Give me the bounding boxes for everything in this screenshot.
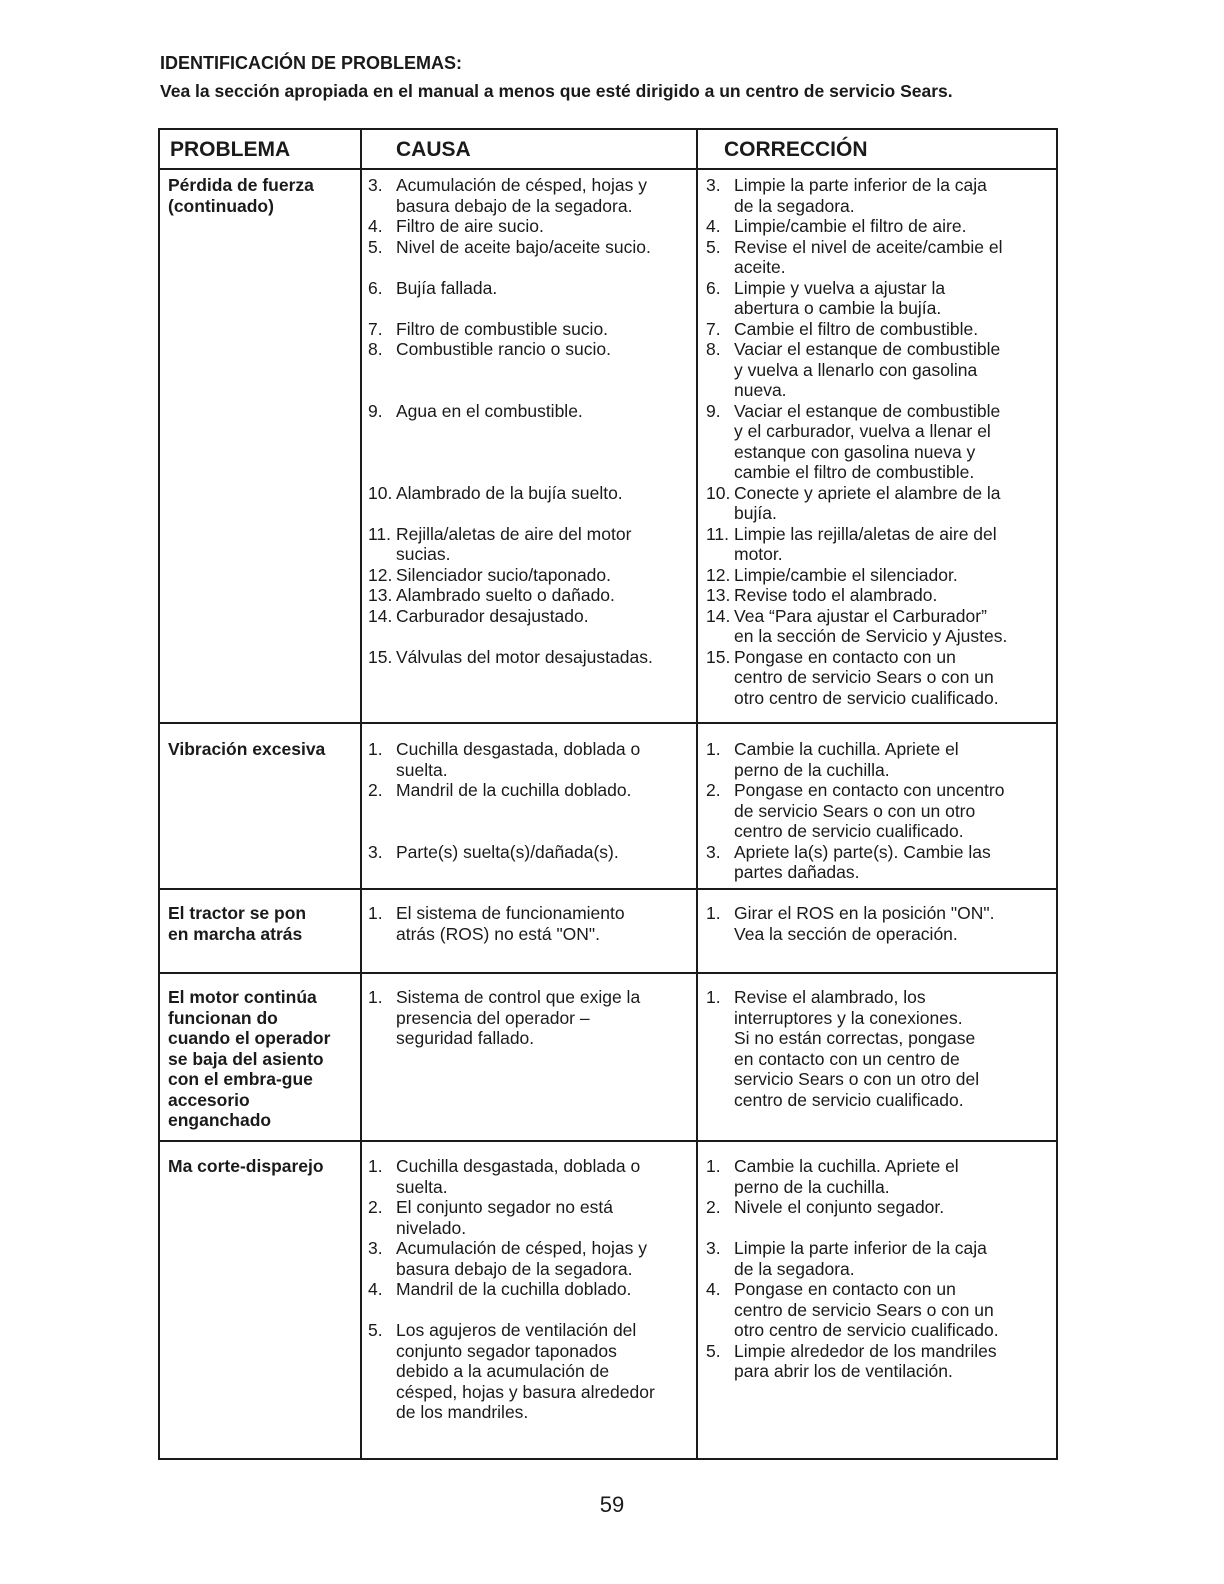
corrections-item-line: Revise el nivel de aceite/cambie el [734,236,1003,257]
corrections-item-line: Limpie la parte inferior de la caja [734,175,987,195]
corrections-item-number: 5. [706,1340,721,1361]
corrections-item-line: centro de servicio cualificado. [734,821,964,841]
corrections-item-number: 12. [706,564,731,585]
corrections-item-line: Nivele el conjunto segador. [734,1197,945,1217]
corrections-item-line: para abrir los de ventilación. [734,1361,953,1381]
causes-item-number: 14. [368,605,393,626]
causes-item-line: El conjunto segador no está [396,1197,613,1217]
corrections-item-line: Limpie/cambie el filtro de aire. [734,216,967,236]
causes-item-line: Cuchilla desgastada, doblada o [396,739,641,759]
corrections-item-line: Cambie la cuchilla. Apriete el [734,1156,959,1176]
problem-label-line: Ma corte-disparejo [168,1156,324,1176]
corrections-item-line: Apriete la(s) parte(s). Cambie las [734,841,991,862]
causes-item-line: Mandril de la cuchilla doblado. [396,1279,632,1299]
corrections-item-line: Cambie el filtro de combustible. [734,318,979,339]
causes-item-line: Agua en el combustible. [396,400,583,421]
causes-item-number: 1. [368,1156,383,1176]
corrections-item-line: estanque con gasolina nueva y [734,441,976,462]
corrections-item-line: abertura o cambie la bujía. [734,298,942,318]
corrections-item-line: servicio Sears o con un otro del [734,1069,980,1089]
corrections-item [706,647,1056,709]
troubleshooting-table [158,128,1058,1460]
causes-item [368,739,694,780]
corrections-item [706,903,1056,944]
corrections-item [706,1238,1056,1279]
causes-item [368,216,694,237]
corrections-item-line: Revise el alambrado, los [734,987,926,1007]
causes-item-number: 7. [368,318,383,339]
causes-item [368,319,694,340]
causes-item [368,483,694,504]
causes-item-number: 3. [368,841,383,862]
problem-label [168,1156,358,1177]
corrections-item-number: 3. [706,175,721,195]
corrections-item-line: Conecte y apriete el alambre de la [734,482,1001,503]
problem-label-line: accesorio [168,1089,250,1110]
causes-item-line: Mandril de la cuchilla doblado. [396,780,632,800]
corrections-item-line: Limpie la parte inferior de la caja [734,1238,987,1258]
causes-item [368,1279,694,1300]
corrections-item-line: cambie el filtro de combustible. [734,462,975,482]
corrections-item-line: Limpie las rejilla/aletas de aire del [734,523,997,544]
corrections-item [706,278,1056,319]
causes-item-line: césped, hojas y basura alrededor [396,1381,655,1402]
corrections-item-number: 1. [706,1156,721,1176]
header-correccion: CORRECCIÓN [698,130,1056,170]
causes-item [368,1197,694,1238]
corrections-item-line: Revise todo el alambrado. [734,585,938,605]
problem-label-line: en marcha atrás [168,923,303,944]
corrections-item-number: 1. [706,987,721,1007]
corrections-item-line: centro de servicio Sears o con un [734,1299,994,1320]
causes-item-line: Filtro de aire sucio. [396,216,544,236]
corrections-item-line: motor. [734,544,783,564]
causes-item-line: Acumulación de césped, hojas y [396,1238,647,1258]
causes-item-line: Válvulas del motor desajustadas. [396,646,653,667]
row-divider [160,888,1056,890]
causes-item-line: Sistema de control que exige la [396,987,641,1007]
corrections-item-line: centro de servicio Sears o con un [734,667,994,687]
corrections-item-line: de servicio Sears o con un otro [734,800,976,821]
column-divider [696,130,698,1458]
corrections-item-line: Limpie alrededor de los mandriles [734,1340,997,1361]
problem-label [168,175,358,216]
corrections-item [706,483,1056,524]
corrections-item-number: 1. [706,739,721,759]
causes-item-number: 8. [368,339,383,359]
header-causa: CAUSA [362,130,696,170]
causes-item-number: 6. [368,277,383,298]
causes-item-line: suelta. [396,759,448,780]
problem-label-line: (continuado) [168,195,274,216]
causes-item-number: 2. [368,1197,383,1217]
corrections-item-line: Girar el ROS en la posición "ON". [734,903,995,923]
corrections-item-line: centro de servicio cualificado. [734,1089,964,1110]
corrections-item-line: Pongase en contacto con uncentro [734,780,1005,800]
problem-label-line: funcionan do [168,1007,278,1028]
corrections-item-line: Limpie/cambie el silenciador. [734,564,958,585]
corrections-item-line: Vaciar el estanque de combustible [734,400,1001,421]
causes-item [368,278,694,299]
row-divider [160,1140,1056,1142]
causes-item-number: 2. [368,780,383,800]
causes-item [368,780,694,801]
corrections-item [706,1156,1056,1197]
corrections-item-line: Limpie y vuelva a ajustar la [734,277,946,298]
causes-item-line: Cuchilla desgastada, doblada o [396,1156,641,1176]
problem-label-line: enganchado [168,1110,272,1130]
corrections-item [706,216,1056,237]
column-divider [360,130,362,1458]
problem-label-line: se baja del asiento [168,1048,324,1069]
corrections-item [706,606,1056,647]
causes-item-number: 1. [368,987,383,1007]
corrections-item-line: nueva. [734,380,787,400]
causes-item-line: El sistema de funcionamiento [396,903,625,923]
corrections-item-number: 11. [706,523,730,544]
causes-item [368,842,694,863]
causes-item-number: 13. [368,585,393,605]
corrections-item [706,1279,1056,1341]
corrections-item-number: 8. [706,339,721,359]
corrections-item-line: aceite. [734,257,786,277]
corrections-item-line: partes dañadas. [734,862,860,882]
problem-label [168,739,358,760]
page-subheading: Vea la sección apropiada en el manual a menos que esté dirigido a un centro de servicio Sears. [160,81,953,101]
problem-label-line: El tractor se pon [168,903,307,923]
causes-item [368,647,694,668]
causes-item [368,175,694,216]
corrections-item-line: Cambie la cuchilla. Apriete el [734,739,959,759]
corrections-item [706,739,1056,780]
corrections-item [706,780,1056,842]
causes-item [368,585,694,606]
corrections-item [706,319,1056,340]
causes-item [368,524,694,565]
corrections-item-line: en contacto con un centro de [734,1048,960,1069]
causes-item-line: basura debajo de la segadora. [396,195,633,216]
causes-item-line: suelta. [396,1176,448,1197]
causes-item [368,401,694,422]
causes-item-number: 1. [368,739,383,759]
causes-item-line: atrás (ROS) no está "ON". [396,923,601,944]
corrections-item-line: Si no están correctas, pongase [734,1028,976,1048]
causes-item-number: 3. [368,175,383,195]
causes-item-line: presencia del operador – [396,1007,590,1028]
causes-item [368,237,694,258]
causes-item-number: 3. [368,1238,383,1258]
causes-item [368,339,694,360]
corrections-item-number: 10. [706,482,731,503]
corrections-item-number: 15. [706,646,731,667]
corrections-item [706,987,1056,1110]
corrections-item-line: perno de la cuchilla. [734,759,890,780]
corrections-item-line: y vuelva a llenarlo con gasolina [734,359,978,380]
causes-item-line: Silenciador sucio/taponado. [396,564,612,585]
problem-label-line: con el embra-gue [168,1069,313,1089]
causes-item-number: 4. [368,1279,383,1299]
page-heading: IDENTIFICACIÓN DE PROBLEMAS: [160,53,463,73]
corrections-item-line: otro centro de servicio cualificado. [734,687,999,708]
corrections-item-number: 4. [706,1279,721,1299]
corrections-item [706,401,1056,483]
corrections-item [706,237,1056,278]
corrections-item-line: de la segadora. [734,195,855,216]
row-divider [160,722,1056,724]
causes-item-number: 10. [368,482,393,503]
causes-item [368,903,694,944]
corrections-item-line: interruptores y la conexiones. [734,1007,963,1028]
causes-item [368,565,694,586]
corrections-item-line: Vea “Para ajustar el Carburador” [734,605,987,626]
corrections-item [706,339,1056,401]
causes-item-number: 15. [368,646,393,667]
causes-item-line: de los mandriles. [396,1402,529,1422]
corrections-item-number: 14. [706,605,731,626]
corrections-item-number: 7. [706,318,721,339]
causes-item-number: 12. [368,564,393,585]
causes-item-line: Los agujeros de ventilación del [396,1320,637,1340]
corrections-item-line: en la sección de Servicio y Ajustes. [734,626,1008,646]
causes-item-line: Carburador desajustado. [396,605,589,626]
causes-item-line: sucias. [396,544,451,564]
problem-label-line: Pérdida de fuerza [168,175,314,195]
causes-item [368,987,694,1049]
corrections-item [706,524,1056,565]
causes-item-line: Combustible rancio o sucio. [396,339,611,359]
problem-label-line: Vibración excesiva [168,739,326,759]
problem-label [168,903,358,944]
causes-item-line: seguridad fallado. [396,1028,535,1048]
causes-item-line: Nivel de aceite bajo/aceite sucio. [396,236,651,257]
corrections-item-number: 1. [706,903,721,923]
causes-item [368,1156,694,1197]
corrections-item-line: Pongase en contacto con un [734,1279,956,1299]
page-number: 59 [599,1492,625,1517]
causes-item-line: Acumulación de césped, hojas y [396,175,647,195]
corrections-item-number: 5. [706,236,721,257]
corrections-item-number: 13. [706,585,731,605]
corrections-item [706,175,1056,216]
corrections-item-number: 3. [706,1238,721,1258]
causes-item-number: 5. [368,236,383,257]
corrections-item-number: 3. [706,841,721,862]
corrections-item-line: Vaciar el estanque de combustible [734,339,1001,359]
causes-item [368,1320,694,1423]
corrections-item-number: 6. [706,277,721,298]
causes-item-line: Rejilla/aletas de aire del motor [396,523,632,544]
causes-item-number: 5. [368,1320,383,1340]
problem-label-line: El motor continúa [168,987,317,1007]
causes-item-number: 1. [368,903,383,923]
causes-item-line: Alambrado de la bujía suelto. [396,482,623,503]
causes-item-line: nivelado. [396,1217,467,1238]
causes-item-line: debido a la acumulación de [396,1361,610,1381]
corrections-item-number: 2. [706,1197,721,1217]
corrections-item [706,565,1056,586]
corrections-item-number: 2. [706,780,721,800]
corrections-item-line: perno de la cuchilla. [734,1176,890,1197]
corrections-item-line: de la segadora. [734,1258,855,1279]
corrections-item-line: y el carburador, vuelva a llenar el [734,421,991,441]
causes-item-line: conjunto segador taponados [396,1340,617,1361]
causes-item [368,606,694,627]
corrections-item-number: 9. [706,400,721,421]
header-problema: PROBLEMA [160,130,360,170]
corrections-item-line: Pongase en contacto con un [734,646,956,667]
causes-item-line: basura debajo de la segadora. [396,1258,633,1279]
corrections-item-line: Vea la sección de operación. [734,923,958,944]
corrections-item [706,1197,1056,1218]
corrections-item [706,1341,1056,1382]
corrections-item [706,585,1056,606]
causes-item-line: Filtro de combustible sucio. [396,318,609,339]
problem-label-line: cuando el operador [168,1028,331,1048]
causes-item-line: Parte(s) suelta(s)/dañada(s). [396,841,619,862]
causes-item [368,1238,694,1279]
causes-item-line: Alambrado suelto o dañado. [396,585,615,605]
corrections-item-line: otro centro de servicio cualificado. [734,1320,999,1340]
corrections-item [706,842,1056,883]
causes-item-line: Bujía fallada. [396,277,498,298]
causes-item-number: 11. [368,523,392,544]
causes-item-number: 9. [368,400,383,421]
corrections-item-line: bujía. [734,503,777,523]
row-divider [160,972,1056,974]
problem-label [168,987,358,1131]
corrections-item-number: 4. [706,216,721,236]
causes-item-number: 4. [368,216,383,236]
